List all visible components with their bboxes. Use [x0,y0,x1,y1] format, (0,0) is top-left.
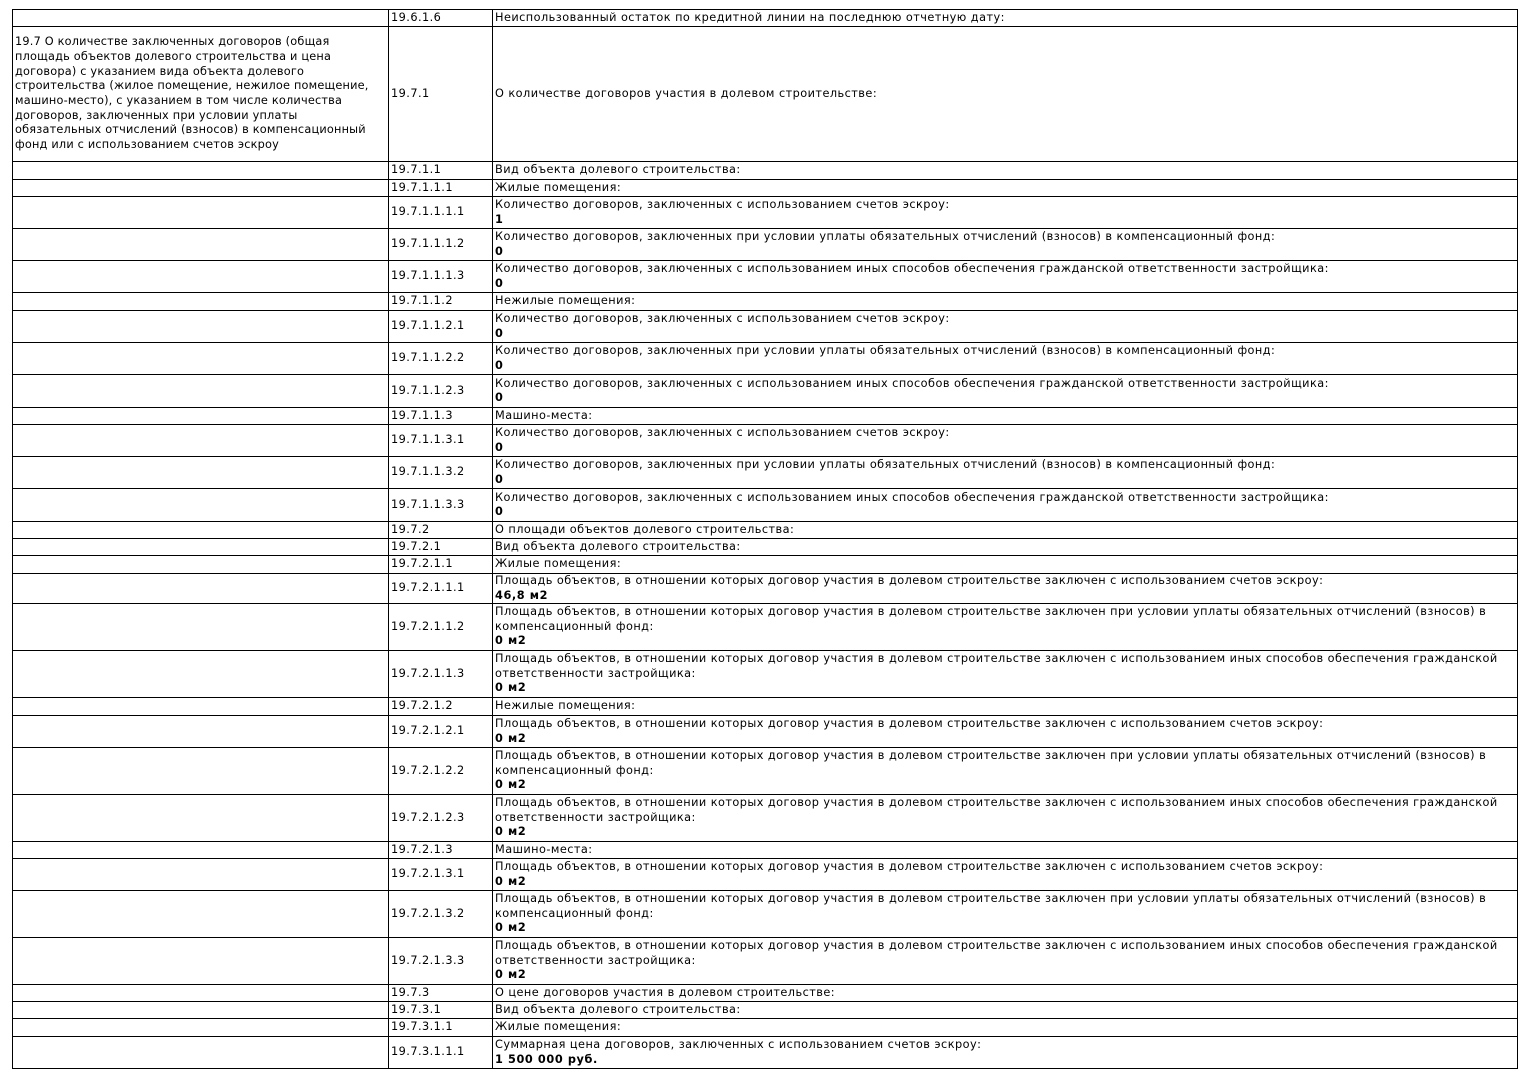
item-label: Машино-места: [495,842,593,856]
item-label: Количество договоров, заключенных при условии уплаты обязательных отчислений (взносов) в компенсационный фонд: [495,344,1276,357]
section-cell [13,489,389,522]
item-label: Площадь объектов, в отношении которых договор участия в долевом строительстве заключен с использованием счетов эскроу: [495,574,1324,587]
section-cell [13,457,389,489]
section-cell [13,10,389,27]
content-cell [493,1037,1518,1069]
content-cell [493,489,1518,522]
table-row [13,408,1518,425]
table-row [13,795,1518,842]
item-value: 0 м2 [495,778,527,792]
section-cell [13,651,389,698]
table-row [13,293,1518,311]
code-cell: 19.7.2.1.3.2 [389,891,493,938]
table-row [13,197,1518,229]
section-cell [13,716,389,748]
item-label: Вид объекта долевого строительства: [495,163,741,177]
section-cell [13,985,389,1002]
section-cell: 19.7 О количестве заключенных договоров (общая площадь объектов долевого строительства и цена договора) с указанием вида объекта долевого строительства (жилое помещение, нежилое помещение, машино-место), с указанием в том числе количества договоров, заключенных при условии уплаты обязательных отчислений (взносов) в компенсационный фонд или с использованием счетов эскроу [13,27,389,162]
item-value: 0 м2 [495,681,527,695]
content-cell [493,985,1518,1002]
content-cell [493,261,1518,293]
table-row [13,651,1518,698]
item-label: Количество договоров, заключенных при условии уплаты обязательных отчислений (взносов) в компенсационный фонд: [495,458,1276,471]
item-value: 0 [495,440,504,454]
item-label: Количество договоров, заключенных с использованием иных способов обеспечения гражданской ответственности застройщика: [495,376,1329,390]
item-label: Площадь объектов, в отношении которых договор участия в долевом строительстве заключен с использованием счетов эскроу: [495,717,1324,730]
code-cell: 19.7.1.1.1.2 [389,229,493,261]
table-row [13,556,1518,574]
table-row [13,859,1518,891]
code-cell: 19.7.2.1.2.2 [389,748,493,795]
table-row [13,489,1518,522]
section-cell [13,162,389,180]
section-cell [13,539,389,556]
content-cell [493,229,1518,261]
item-label: Количество договоров, заключенных при условии уплаты обязательных отчислений (взносов) в компенсационный фонд: [495,230,1276,243]
content-cell [493,748,1518,795]
code-cell: 19.7.1.1.3.1 [389,425,493,457]
table-row [13,261,1518,293]
section-cell [13,859,389,891]
item-label: Количество договоров, заключенных с использованием счетов эскроу: [495,198,950,211]
code-cell: 19.7.2.1.2.3 [389,795,493,842]
table-row [13,311,1518,343]
item-value: 46,8 м2 [495,588,549,602]
section-cell [13,604,389,651]
section-cell [13,229,389,261]
content-cell [493,891,1518,938]
item-label: Площадь объектов, в отношении которых договор участия в долевом строительстве заключен при условии уплаты обязательных отчислений (взносов) в компенсационный фонд: [495,605,1487,633]
item-label: Площадь объектов, в отношении которых договор участия в долевом строительстве заключен с использованием иных способов обеспечения гражданской ответственности застройщика: [495,796,1498,824]
item-value: 0 м2 [495,874,527,888]
content-cell [493,180,1518,197]
item-value: 0 [495,505,504,518]
code-cell: 19.7.1.1.1.3 [389,261,493,293]
section-cell [13,748,389,795]
content-cell [493,698,1518,716]
section-cell [13,261,389,293]
code-cell: 19.7.2.1.1 [389,556,493,574]
section-cell [13,293,389,311]
content-cell [493,842,1518,859]
code-cell: 19.7.1 [389,27,493,162]
table-row [13,457,1518,489]
item-value: 0 м2 [495,968,527,982]
item-value: 0 [495,244,504,258]
section-cell [13,197,389,229]
table-row [13,229,1518,261]
code-cell: 19.7.2.1 [389,539,493,556]
content-cell [493,311,1518,343]
code-cell: 19.7.2.1.1.3 [389,651,493,698]
table-row [13,1019,1518,1037]
section-cell [13,425,389,457]
code-cell: 19.7.2.1.2.1 [389,716,493,748]
table-row [13,343,1518,375]
section-cell [13,1002,389,1019]
section-cell [13,180,389,197]
table-row [13,180,1518,197]
item-label: Площадь объектов, в отношении которых договор участия в долевом строительстве заключен с использованием счетов эскроу: [495,860,1324,873]
item-label: Площадь объектов, в отношении которых договор участия в долевом строительстве заключен при условии уплаты обязательных отчислений (взносов) в компенсационный фонд: [495,892,1487,920]
table-row [13,891,1518,938]
item-label: Количество договоров, заключенных с использованием иных способов обеспечения гражданской ответственности застройщика: [495,262,1329,275]
item-value: 0 [495,391,504,404]
code-cell: 19.7.1.1.3 [389,408,493,425]
code-cell: 19.7.2.1.3.3 [389,938,493,985]
item-label: Нежилые помещения: [495,294,636,308]
item-value: 0 м2 [495,634,527,648]
content-cell [493,795,1518,842]
item-label: Площадь объектов, в отношении которых договор участия в долевом строительстве заключен при условии уплаты обязательных отчислений (взносов) в компенсационный фонд: [495,749,1487,777]
table-row [13,842,1518,859]
table-row [13,522,1518,539]
content-cell [493,539,1518,556]
section-cell [13,375,389,408]
item-value: 0 м2 [495,825,527,839]
item-label: Площадь объектов, в отношении которых договор участия в долевом строительстве заключен с использованием иных способов обеспечения гражданской ответственности застройщика: [495,652,1498,680]
table-row [13,985,1518,1002]
section-cell [13,891,389,938]
item-label: Вид объекта долевого строительства: [495,539,741,553]
item-label: Неиспользованный остаток по кредитной линии на последнюю отчетную дату: [495,10,1005,24]
table-row [13,162,1518,180]
item-value: 1 [495,212,504,226]
item-label: Площадь объектов, в отношении которых договор участия в долевом строительстве заключен с использованием иных способов обеспечения гражданской ответственности застройщика: [495,939,1498,967]
item-label: Машино-места: [495,408,593,422]
table-row [13,10,1518,27]
item-label: О площади объектов долевого строительства: [495,522,795,536]
table-row [13,539,1518,556]
content-cell [493,343,1518,375]
item-value: 0 м2 [495,921,527,935]
content-cell [493,651,1518,698]
content-cell [493,574,1518,604]
section-cell [13,574,389,604]
code-cell: 19.7.1.1.2 [389,293,493,311]
content-cell [493,408,1518,425]
item-value: 1 500 000 руб. [495,1052,598,1066]
item-label: О количестве договоров участия в долевом строительстве: [495,86,878,100]
code-cell: 19.7.1.1.1 [389,180,493,197]
item-value: 0 [495,472,504,486]
item-label: Количество договоров, заключенных с использованием счетов эскроу: [495,312,950,325]
code-cell: 19.7.2.1.3 [389,842,493,859]
table-row [13,375,1518,408]
code-cell: 19.7.2.1.1.2 [389,604,493,651]
table-row [13,1037,1518,1069]
content-cell [493,197,1518,229]
section-cell [13,408,389,425]
table-row [13,698,1518,716]
section-cell [13,1037,389,1069]
item-label: Количество договоров, заключенных с использованием иных способов обеспечения гражданской ответственности застройщика: [495,490,1329,504]
code-cell: 19.7.2.1.1.1 [389,574,493,604]
section-cell [13,795,389,842]
section-cell [13,556,389,574]
table-row [13,938,1518,985]
section-cell [13,938,389,985]
code-cell: 19.7.1.1 [389,162,493,180]
item-label: Нежилые помещения: [495,699,636,713]
section-cell [13,842,389,859]
content-cell [493,1019,1518,1037]
code-cell: 19.7.1.1.1.1 [389,197,493,229]
code-cell: 19.7.1.1.3.2 [389,457,493,489]
item-label: Количество договоров, заключенных с использованием счетов эскроу: [495,426,950,439]
content-cell [493,293,1518,311]
table-row [13,748,1518,795]
item-label: Вид объекта долевого строительства: [495,1002,741,1016]
item-value: 0 м2 [495,731,527,745]
code-cell: 19.7.1.1.3.3 [389,489,493,522]
section-cell [13,522,389,539]
code-cell: 19.7.3 [389,985,493,1002]
code-cell: 19.7.2.1.3.1 [389,859,493,891]
table-row [13,27,1518,162]
content-cell [493,716,1518,748]
section-cell [13,311,389,343]
code-cell: 19.7.1.1.2.1 [389,311,493,343]
item-label: Жилые помещения: [495,1020,622,1034]
content-cell [493,27,1518,162]
content-cell [493,556,1518,574]
table-row [13,604,1518,651]
table-row [13,1002,1518,1019]
code-cell: 19.7.3.1.1 [389,1019,493,1037]
code-cell: 19.7.1.1.2.2 [389,343,493,375]
item-label: Жилые помещения: [495,180,622,194]
item-value: 0 [495,326,504,340]
table-row [13,716,1518,748]
code-cell: 19.7.3.1.1.1 [389,1037,493,1069]
item-label: О цене договоров участия в долевом строительстве: [495,985,836,999]
code-cell: 19.7.2 [389,522,493,539]
declaration-table [12,9,1518,1069]
content-cell [493,938,1518,985]
content-cell [493,457,1518,489]
table-row [13,425,1518,457]
item-label: Жилые помещения: [495,557,622,571]
table-body [13,10,1518,1069]
section-cell [13,343,389,375]
content-cell [493,10,1518,27]
content-cell [493,425,1518,457]
content-cell [493,859,1518,891]
section-cell [13,1019,389,1037]
content-cell [493,604,1518,651]
content-cell [493,522,1518,539]
code-cell: 19.7.2.1.2 [389,698,493,716]
content-cell [493,162,1518,180]
content-cell [493,375,1518,408]
item-value: 0 [495,276,504,290]
item-value: 0 [495,358,504,372]
code-cell: 19.7.3.1 [389,1002,493,1019]
code-cell: 19.6.1.6 [389,10,493,27]
code-cell: 19.7.1.1.2.3 [389,375,493,408]
content-cell [493,1002,1518,1019]
item-label: Суммарная цена договоров, заключенных с использованием счетов эскроу: [495,1038,982,1051]
table-row [13,574,1518,604]
section-cell [13,698,389,716]
